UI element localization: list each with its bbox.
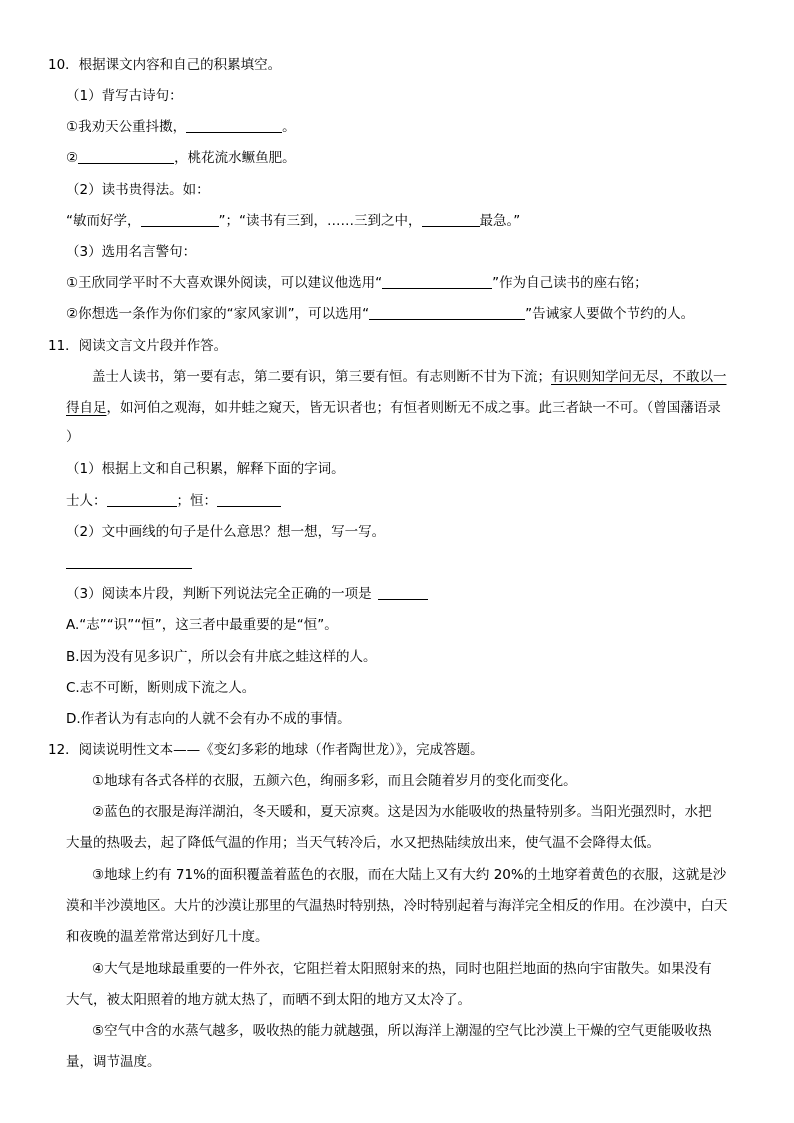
q10-line3-c: 最急。”: [479, 213, 521, 229]
q11-shiren-label: 士人：: [66, 493, 107, 509]
q12-para4-line2: 大气，被太阳照着的地方就太热了，而晒不到太阳的地方又太冷了。: [66, 992, 471, 1008]
q12-para5-line2: 量，调节温度。: [66, 1054, 161, 1070]
answer-line-sub2[interactable]: [66, 568, 192, 569]
q10-line1-end: 。: [282, 119, 296, 135]
answer-blank-6[interactable]: [369, 305, 525, 320]
answer-blank-heng[interactable]: [217, 492, 281, 507]
q10-part1-label: （1）背写古诗句：: [66, 88, 183, 104]
q12-para3-line2: 漠和半沙漠地区。大片的沙漠让那里的气温热时特别热，冷时特别起着与海洋完全相反的作用。在沙漠中，白天: [66, 898, 728, 914]
q10-line2-num: ②: [66, 150, 79, 166]
q12-title: 12．阅读说明性文本——《变幻多彩的地球（作者陶世龙）》，完成答题。: [48, 742, 484, 758]
q11-passage-line2: [66, 399, 721, 417]
q11-underlined-sentence-part1: 有识则知学问无尽，不敢以一: [551, 369, 727, 385]
q12-para3-line1: ③地球上约有 71%的面积覆盖着蓝色的衣服，而在大陆上又有大约 20%的土地穿着黄色的衣服，这就是沙: [92, 867, 727, 883]
q12-para5-line1: ⑤空气中含的水蒸气越多，吸收热的能力就越强，所以海洋上潮湿的空气比沙漠上干燥的空气更能吸收热: [92, 1023, 712, 1039]
q10-line2-text: ，桃花流水鳜鱼肥。: [174, 150, 296, 166]
q10-line5-b: ”告诫家人要做个节约的人。: [525, 306, 695, 322]
q10-part3-label: （3）选用名言警句：: [66, 244, 197, 260]
answer-blank-4[interactable]: [422, 212, 480, 227]
answer-blank-1[interactable]: [186, 118, 282, 133]
q11-passage-line3: ）: [66, 429, 80, 445]
q11-sub3: [66, 585, 428, 603]
q10-line5-a: ②你想选一条作为你们家的“家风家训”，可以选用“: [66, 306, 370, 322]
q11-passage-text: 盖士人读书，第一要有志，第二要有识，第三要有恒。有志则断不甘为下流；: [92, 369, 551, 385]
q10-line1: [66, 118, 296, 136]
answer-blank-3[interactable]: [141, 212, 219, 227]
q10-line5: [66, 305, 694, 323]
q10-title: 10．根据课文内容和自己的积累填空。: [48, 57, 282, 73]
q10-line3: [66, 212, 520, 230]
q10-line2: [66, 149, 296, 167]
answer-blank-2[interactable]: [78, 149, 174, 164]
q11-option-c: C.志不可断，断则成下流之人。: [66, 680, 256, 696]
q10-line3-b: ”；“读书有三到，……三到之中，: [218, 213, 422, 229]
q10-line3-a: “敏而好学，: [66, 213, 141, 229]
answer-blank-shiren[interactable]: [107, 492, 177, 507]
q10-line1-text: ①我劝天公重抖擞，: [66, 119, 187, 135]
q11-passage-text2: ，如河伯之观海，如井蛙之窥天，皆无识者也；有恒者则断无不成之事。此三者缺一不可。（曾国藩语录: [106, 400, 721, 416]
q11-heng-label: ；恒：: [176, 493, 217, 509]
q11-sub1-answers: [66, 492, 281, 510]
q12-para3-line3: 和夜晚的温差常常达到好几十度。: [66, 929, 269, 945]
answer-blank-5[interactable]: [382, 274, 492, 289]
q11-option-d: D.作者认为有志向的人就不会有办不成的事情。: [66, 711, 351, 727]
q11-title: 11．阅读文言文片段并作答。: [48, 338, 228, 354]
q11-option-b: B.因为没有见多识广，所以会有井底之蛙这样的人。: [66, 649, 377, 665]
q10-part2-label: （2）读书贵得法。如：: [66, 182, 210, 198]
q10-line4-a: ①王欣同学平时不大喜欢课外阅读，可以建议他选用“: [66, 275, 383, 291]
q11-option-a: A.“志”“识”“恒”，这三者中最重要的是“恒”。: [66, 617, 338, 633]
q11-passage-line1: [92, 368, 727, 386]
q11-sub2: （2）文中画线的句子是什么意思？想一想，写一写。: [66, 524, 386, 540]
q12-para4-line1: ④大气是地球最重要的一件外衣，它阻拦着太阳照射来的热，同时也阻拦地面的热向宇宙散失。如果没有: [92, 961, 712, 977]
answer-blank-sub3[interactable]: [378, 585, 428, 600]
q11-sub3-text: （3）阅读本片段，判断下列说法完全正确的一项是: [66, 586, 372, 602]
q12-para2-line2: 大量的热吸去，起了降低气温的作用；当天气转冷后，水又把热陆续放出来，使气温不会降得太低。: [66, 835, 660, 851]
q11-sub1: （1）根据上文和自己积累，解释下面的字词。: [66, 461, 345, 477]
q10-line4: [66, 274, 648, 292]
q10-line4-b: ”作为自己读书的座右铭；: [492, 275, 648, 291]
q12-para1: ①地球有各式各样的衣服，五颜六色，绚丽多彩，而且会随着岁月的变化而变化。: [92, 773, 577, 789]
q11-underlined-sentence-part2: 得自足: [66, 400, 107, 416]
q12-para2-line1: ②蓝色的衣服是海洋湖泊，冬天暖和，夏天凉爽。这是因为水能吸收的热量特别多。当阳光强烈时，水把: [92, 804, 712, 820]
